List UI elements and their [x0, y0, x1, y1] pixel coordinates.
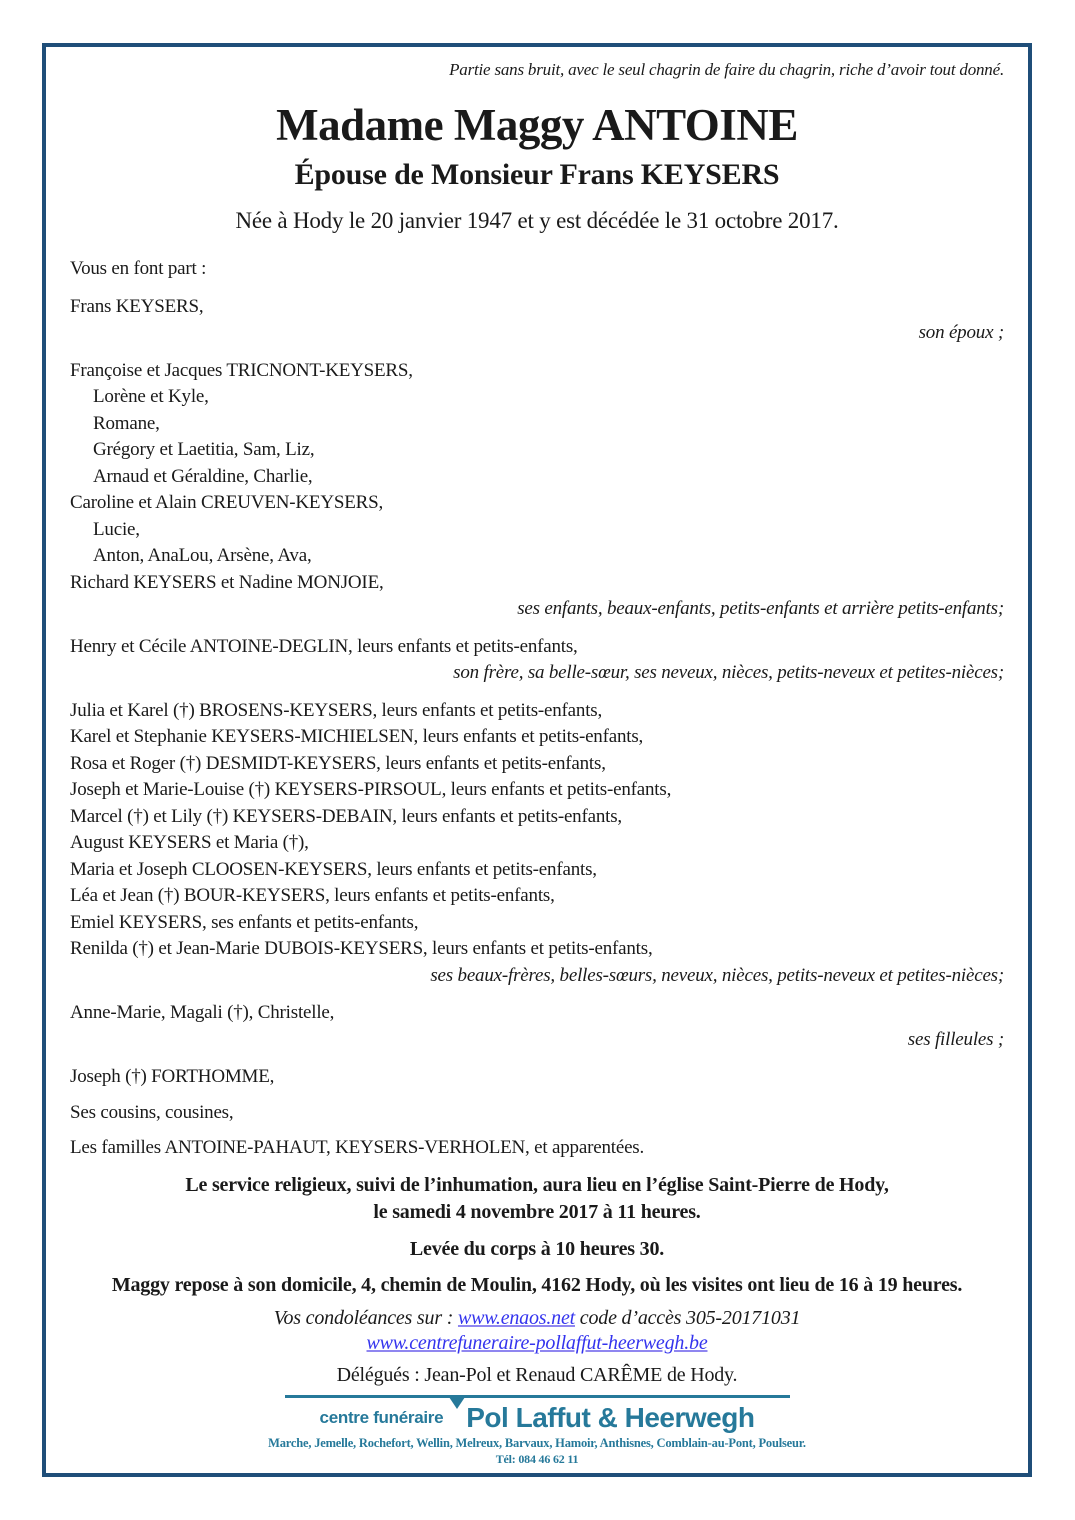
family-line: Emiel KEYSERS, ses enfants et petits-enfants,: [70, 911, 419, 933]
birth-death-line: Née à Hody le 20 janvier 1947 et y est décédée le 31 octobre 2017.: [235, 208, 839, 233]
family-line: Grégory et Laetitia, Sam, Liz,: [93, 439, 315, 460]
family-line: Arnaud et Géraldine, Charlie,: [93, 465, 313, 487]
brand-name-text: Pol Laffut & Heerwegh: [466, 1401, 755, 1433]
family-line: Karel et Stephanie KEYSERS-MICHIELSEN, leurs enfants et petits-enfants,: [70, 726, 644, 747]
kinship-label-brother: son frère, sa belle-sœur, ses neveux, nièces, petits-neveux et petites-nièces;: [453, 662, 1004, 683]
family-line: Julia et Karel (†) BROSENS-KEYSERS, leurs enfants et petits-enfants,: [70, 699, 603, 721]
repose-line: Maggy repose à son domicile, 4, chemin de Moulin, 4162 Hody, où les visites ont lieu de 16 à 19 heures.: [111, 1273, 963, 1296]
service-line-1: Le service religieux, suivi de l’inhumation, aura lieu en l’église Saint-Pierre de Hody,: [185, 1173, 889, 1196]
deceased-spouse-of: Épouse de Monsieur Frans KEYSERS: [294, 158, 780, 191]
family-line: August KEYSERS et Maria (†),: [70, 832, 309, 853]
epigraph: Partie sans bruit, avec le seul chagrin de faire du chagrin, riche d’avoir tout donné.: [449, 60, 1004, 79]
footer-cities: Marche, Jemelle, Rochefort, Wellin, Melreux, Barvaux, Hamoir, Anthisnes, Comblain-au-Pont, Poulseur.: [268, 1435, 806, 1450]
children-block: [70, 358, 1004, 623]
enaos-link[interactable]: www.enaos.net: [457, 1306, 575, 1329]
service-line-2: le samedi 4 novembre 2017 à 11 heures.: [373, 1200, 701, 1223]
family-line: Anne-Marie, Magali (†), Christelle,: [70, 1002, 335, 1023]
family-line: Lorène et Kyle,: [93, 386, 209, 407]
funeral-home-link[interactable]: www.centrefuneraire-pollaffut-heerwegh.be: [366, 1331, 708, 1354]
family-line: Anton, AnaLou, Arsène, Ava,: [93, 545, 312, 566]
family-line: Lucie,: [93, 518, 140, 540]
condolences-prefix: Vos condoléances sur :: [273, 1306, 458, 1329]
family-line: Françoise et Jacques TRICNONT-KEYSERS,: [70, 359, 413, 381]
kinship-label-goddaughters: ses filleules ;: [907, 1028, 1004, 1050]
condolences-line: [70, 1306, 1004, 1331]
goddaughters-block: [70, 1000, 1004, 1053]
inlaws-block: [70, 698, 1004, 990]
kinship-label-children: ses enfants, beaux-enfants, petits-enfants et arrière petits-enfants;: [517, 598, 1004, 619]
family-line: Caroline et Alain CREUVEN-KEYSERS,: [70, 492, 384, 513]
families-line: Les familles ANTOINE-PAHAUT, KEYSERS-VERHOLEN, et apparentées.: [70, 1137, 645, 1158]
family-line: Léa et Jean (†) BOUR-KEYSERS, leurs enfants et petits-enfants,: [70, 885, 555, 906]
family-line: Joseph et Marie-Louise (†) KEYSERS-PIRSOUL, leurs enfants et petits-enfants,: [70, 779, 672, 800]
intro-line: Vous en font part :: [70, 258, 207, 279]
condolences-suffix: code d’accès 305-20171031: [575, 1306, 801, 1329]
cousins-line: Ses cousins, cousines,: [70, 1101, 234, 1123]
family-line: Richard KEYSERS et Nadine MONJOIE,: [70, 571, 384, 593]
family-line: Rosa et Roger (†) DESMIDT-KEYSERS, leurs enfants et petits-enfants,: [70, 752, 606, 774]
family-line: Romane,: [93, 412, 160, 434]
funeral-home-link-line: [70, 1331, 1004, 1356]
family-line: Frans KEYSERS,: [70, 295, 204, 317]
kinship-label-spouse: son époux ;: [918, 322, 1004, 343]
footer-phone: Tél: 084 46 62 11: [495, 1451, 579, 1466]
service-block: [70, 1172, 1004, 1226]
deceased-name: Madame Maggy ANTOINE: [276, 100, 798, 150]
levee-line: Levée du corps à 10 heures 30.: [409, 1237, 665, 1260]
triangle-down-icon: [449, 1397, 465, 1409]
footer-divider: [285, 1395, 790, 1398]
brother-block: [70, 634, 1004, 687]
announcement-card: [42, 43, 1032, 1477]
funeral-home-logo: [70, 1402, 1004, 1434]
family-line: Renilda (†) et Jean-Marie DUBOIS-KEYSERS, leurs enfants et petits-enfants,: [70, 938, 653, 959]
delegates-line: Délégués : Jean-Pol et Renaud CARÊME de Hody.: [336, 1363, 738, 1386]
spouse-block: [70, 294, 1004, 347]
brand-small-text: centre funéraire: [319, 1407, 444, 1427]
family-line: Henry et Cécile ANTOINE-DEGLIN, leurs enfants et petits-enfants,: [70, 635, 578, 657]
family-line: Maria et Joseph CLOOSEN-KEYSERS, leurs enfants et petits-enfants,: [70, 858, 597, 880]
kinship-label-inlaws: ses beaux-frères, belles-sœurs, neveux, nièces, petits-neveux et petites-nièces;: [430, 964, 1004, 986]
family-line: Marcel (†) et Lily (†) KEYSERS-DEBAIN, leurs enfants et petits-enfants,: [70, 805, 622, 827]
godson-line: Joseph (†) FORTHOMME,: [70, 1066, 275, 1087]
